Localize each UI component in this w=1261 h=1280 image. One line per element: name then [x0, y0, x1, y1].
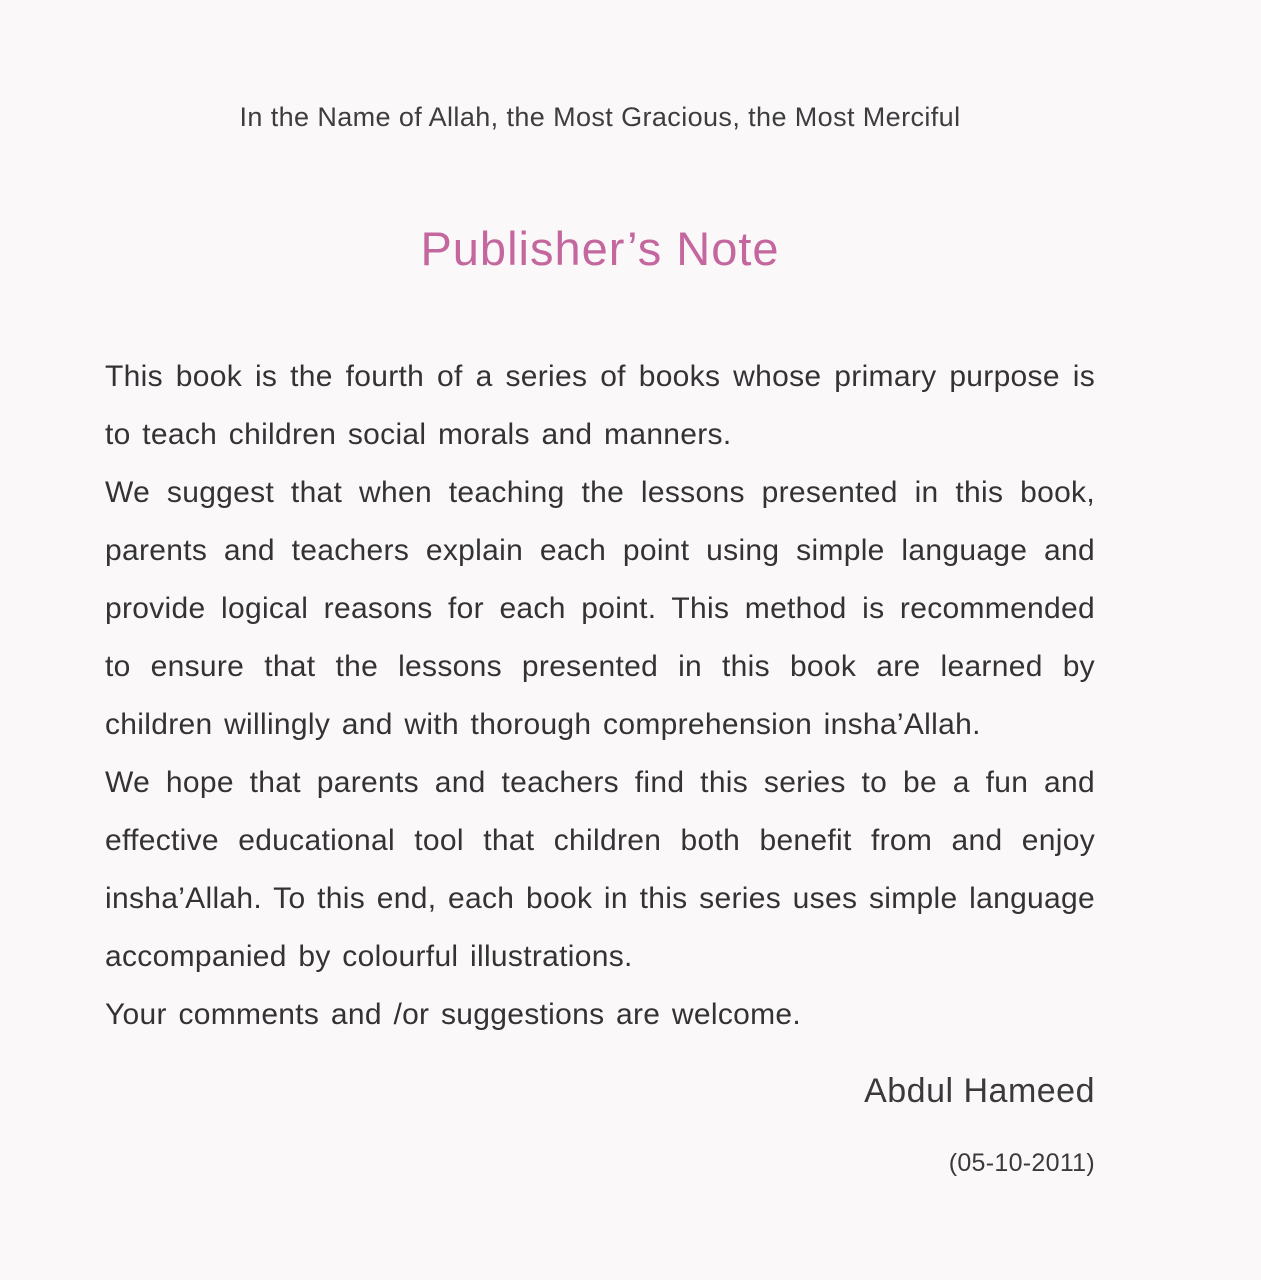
paragraph-teaching-suggestion: We suggest that when teaching the lessons presented in this book, parents and teachers explain each point using simple language and provide logical reasons for each point. This method is recommended to ensure that the lessons presented in this book are learned by children willingly and with thorough comprehension insha’Allah. [105, 476, 1095, 741]
paragraph-series-hope: We hope that parents and teachers find this series to be a fun and effective educational tool that children both benefit from and enjoy insha’Allah. To this end, each book in this series uses simple language accompanied by colourful illustrations. [105, 766, 1095, 973]
signature-name: Abdul Hameed [864, 1072, 1095, 1110]
bismillah-line: In the Name of Allah, the Most Gracious, the Most Merciful [239, 102, 961, 132]
signature-date: (05-10-2011) [948, 1149, 1095, 1177]
paragraph-intro: This book is the fourth of a series of books whose primary purpose is to teach children social morals and manners. [105, 360, 1095, 451]
publishers-note-body [105, 348, 1095, 1044]
page-content [105, 0, 1095, 1178]
paragraph-comments-welcome: Your comments and /or suggestions are welcome. [105, 998, 802, 1031]
page-title: Publisher’s Note [420, 222, 780, 275]
